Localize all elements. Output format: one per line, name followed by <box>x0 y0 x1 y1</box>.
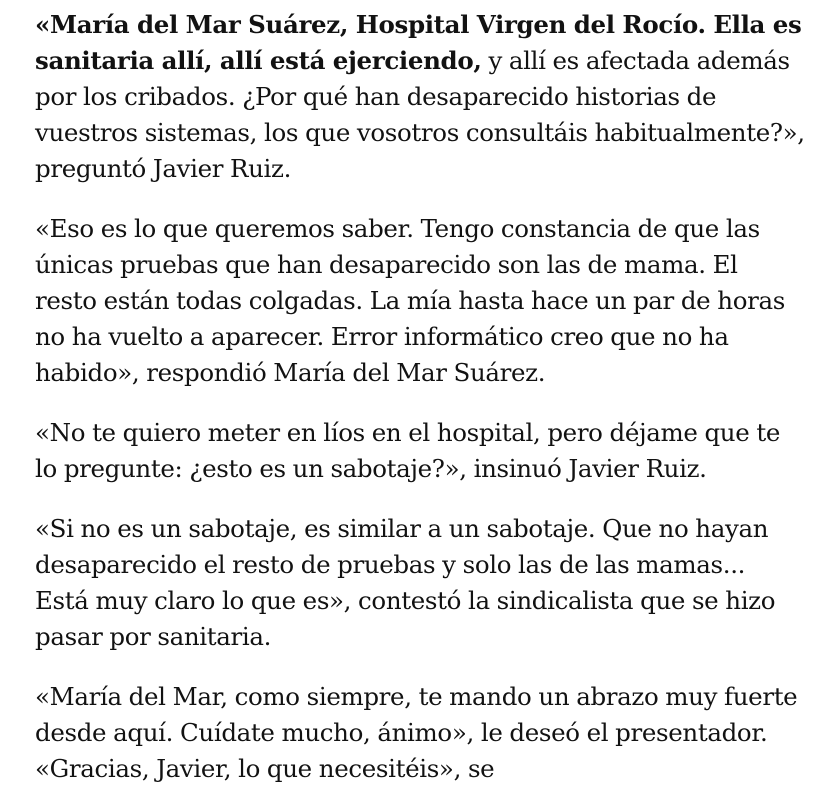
paragraph-text: y allí es afectada además por los cribados. ¿Por qué han desaparecido historias de vuestros sistemas, los que vosotros consultáis habitualmente?», preguntó Javier Ruiz. <box>35 46 805 183</box>
paragraph-answer-maria: «Eso es lo que queremos saber. Tengo constancia de que las únicas pruebas que han desaparecido son las de mama. El resto están todas colgadas. La mía hasta hace un par de horas no ha vuelto a aparecer. Error informático creo que no ha habido», respondió María del Mar Suárez. <box>35 214 785 387</box>
paragraph-question-sabotage: «No te quiero meter en líos en el hospital, pero déjame que te lo pregunte: ¿esto es un sabotaje?», insinuó Javier Ruiz. <box>35 418 780 483</box>
bold-lead: «María del Mar Suárez, Hospital Virgen del Rocío. Ella es sanitaria allí, allí está ejerciendo, <box>35 10 802 75</box>
article-body <box>35 7 805 811</box>
paragraph-farewell: «María del Mar, como siempre, te mando un abrazo muy fuerte desde aquí. Cuídate mucho, ánimo», le deseó el presentador. «Gracias, Javier, lo que necesitéis», se <box>35 682 798 783</box>
paragraph-question-javier <box>35 7 805 187</box>
paragraph-answer-sabotage: «Si no es un sabotaje, es similar a un sabotaje. Que no hayan desaparecido el resto de pruebas y solo las de las mamas... Está muy claro lo que es», contestó la sindicalista que se hizo pasar por sanitaria. <box>35 514 776 651</box>
